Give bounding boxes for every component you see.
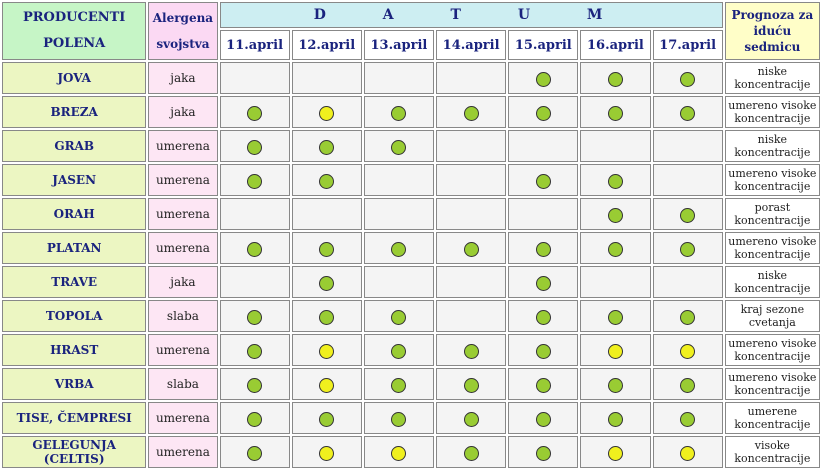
plant-name: TOPOLA xyxy=(2,300,146,332)
date-header-3: 14.april xyxy=(436,30,506,60)
day-cell xyxy=(292,436,362,468)
day-cell xyxy=(653,436,723,468)
forecast-text: kraj sezone cvetanja xyxy=(725,300,820,332)
day-cell xyxy=(292,300,362,332)
day-cell xyxy=(508,266,578,298)
day-cell xyxy=(220,334,290,366)
allergen-level: umerena xyxy=(148,198,217,230)
green-dot-icon xyxy=(319,276,334,291)
header-datum xyxy=(220,2,723,28)
green-dot-icon xyxy=(536,446,551,461)
day-cell xyxy=(220,130,290,162)
green-dot-icon xyxy=(536,378,551,393)
allergen-level: umerena xyxy=(148,334,217,366)
day-cell xyxy=(653,368,723,400)
green-dot-icon xyxy=(391,106,406,121)
date-header-2: 13.april xyxy=(364,30,434,60)
plant-name: VRBA xyxy=(2,368,146,400)
green-dot-icon xyxy=(680,378,695,393)
green-dot-icon xyxy=(680,310,695,325)
day-cell xyxy=(220,368,290,400)
day-cell xyxy=(364,368,434,400)
day-cell xyxy=(653,266,723,298)
day-cell xyxy=(508,436,578,468)
green-dot-icon xyxy=(680,106,695,121)
forecast-text: umereno visoke koncentracije xyxy=(725,232,820,264)
green-dot-icon xyxy=(391,140,406,155)
yellow-dot-icon xyxy=(680,344,695,359)
day-cell xyxy=(364,334,434,366)
day-cell xyxy=(580,96,650,128)
green-dot-icon xyxy=(319,242,334,257)
header-forecast: Prognoza za iduću sedmicu xyxy=(725,2,820,60)
green-dot-icon xyxy=(247,344,262,359)
day-cell xyxy=(653,130,723,162)
forecast-text: niske koncentracije xyxy=(725,130,820,162)
day-cell xyxy=(653,232,723,264)
yellow-dot-icon xyxy=(319,344,334,359)
table-row xyxy=(2,130,820,162)
forecast-text: umereno visoke koncentracije xyxy=(725,164,820,196)
day-cell xyxy=(220,436,290,468)
day-cell xyxy=(436,232,506,264)
day-cell xyxy=(653,198,723,230)
day-cell xyxy=(580,300,650,332)
day-cell xyxy=(364,436,434,468)
green-dot-icon xyxy=(608,174,623,189)
day-cell xyxy=(292,266,362,298)
yellow-dot-icon xyxy=(608,446,623,461)
green-dot-icon xyxy=(680,242,695,257)
day-cell xyxy=(580,266,650,298)
header-producers: PRODUCENTI POLENA xyxy=(2,2,146,60)
green-dot-icon xyxy=(319,310,334,325)
day-cell xyxy=(580,164,650,196)
table-row xyxy=(2,436,820,468)
table-row xyxy=(2,334,820,366)
green-dot-icon xyxy=(536,412,551,427)
day-cell xyxy=(292,334,362,366)
day-cell xyxy=(220,198,290,230)
day-cell xyxy=(436,96,506,128)
forecast-text: niske koncentracije xyxy=(725,62,820,94)
green-dot-icon xyxy=(608,378,623,393)
day-cell xyxy=(436,402,506,434)
allergen-level: jaka xyxy=(148,266,217,298)
green-dot-icon xyxy=(319,140,334,155)
green-dot-icon xyxy=(464,378,479,393)
forecast-text: niske koncentracije xyxy=(725,266,820,298)
day-cell xyxy=(436,266,506,298)
green-dot-icon xyxy=(608,72,623,87)
yellow-dot-icon xyxy=(680,446,695,461)
green-dot-icon xyxy=(536,72,551,87)
day-cell xyxy=(508,96,578,128)
green-dot-icon xyxy=(464,242,479,257)
header-allergen: Alergena svojstva xyxy=(148,2,217,60)
table-row xyxy=(2,232,820,264)
table-body xyxy=(2,62,820,468)
day-cell xyxy=(653,402,723,434)
plant-name: TISE, ČEMPRESI xyxy=(2,402,146,434)
date-header-1: 12.april xyxy=(292,30,362,60)
day-cell xyxy=(580,62,650,94)
green-dot-icon xyxy=(536,310,551,325)
day-cell xyxy=(653,300,723,332)
table-row xyxy=(2,198,820,230)
day-cell xyxy=(436,198,506,230)
day-cell xyxy=(508,198,578,230)
day-cell xyxy=(220,62,290,94)
allergen-level: umerena xyxy=(148,164,217,196)
allergen-level: umerena xyxy=(148,402,217,434)
day-cell xyxy=(580,232,650,264)
green-dot-icon xyxy=(464,344,479,359)
day-cell xyxy=(292,164,362,196)
green-dot-icon xyxy=(464,106,479,121)
forecast-text: umereno visoke koncentracije xyxy=(725,368,820,400)
day-cell xyxy=(364,164,434,196)
date-header-5: 16.april xyxy=(580,30,650,60)
day-cell xyxy=(436,300,506,332)
green-dot-icon xyxy=(391,310,406,325)
yellow-dot-icon xyxy=(391,446,406,461)
green-dot-icon xyxy=(608,412,623,427)
day-cell xyxy=(508,300,578,332)
day-cell xyxy=(508,334,578,366)
green-dot-icon xyxy=(247,174,262,189)
table-row xyxy=(2,164,820,196)
day-cell xyxy=(508,62,578,94)
green-dot-icon xyxy=(464,412,479,427)
green-dot-icon xyxy=(247,140,262,155)
forecast-text: umereno visoke koncentracije xyxy=(725,334,820,366)
day-cell xyxy=(508,130,578,162)
allergen-level: umerena xyxy=(148,130,217,162)
green-dot-icon xyxy=(464,446,479,461)
green-dot-icon xyxy=(536,106,551,121)
day-cell xyxy=(364,232,434,264)
day-cell xyxy=(508,232,578,264)
yellow-dot-icon xyxy=(319,378,334,393)
green-dot-icon xyxy=(608,106,623,121)
green-dot-icon xyxy=(247,446,262,461)
allergen-level: jaka xyxy=(148,96,217,128)
day-cell xyxy=(220,96,290,128)
day-cell xyxy=(653,164,723,196)
day-cell xyxy=(292,130,362,162)
green-dot-icon xyxy=(608,208,623,223)
allergen-level: slaba xyxy=(148,368,217,400)
forecast-text: umereno visoke koncentracije xyxy=(725,96,820,128)
day-cell xyxy=(436,436,506,468)
forecast-text: umerene koncentracije xyxy=(725,402,820,434)
green-dot-icon xyxy=(680,72,695,87)
header-datum-label: D A T U M xyxy=(313,7,629,23)
day-cell xyxy=(364,300,434,332)
day-cell xyxy=(436,334,506,366)
green-dot-icon xyxy=(247,412,262,427)
plant-name: PLATAN xyxy=(2,232,146,264)
table-row xyxy=(2,368,820,400)
day-cell xyxy=(508,402,578,434)
green-dot-icon xyxy=(680,208,695,223)
day-cell xyxy=(436,62,506,94)
day-cell xyxy=(364,266,434,298)
yellow-dot-icon xyxy=(319,106,334,121)
green-dot-icon xyxy=(247,106,262,121)
green-dot-icon xyxy=(391,242,406,257)
green-dot-icon xyxy=(680,412,695,427)
plant-name: HRAST xyxy=(2,334,146,366)
green-dot-icon xyxy=(391,344,406,359)
day-cell xyxy=(364,130,434,162)
day-cell xyxy=(220,164,290,196)
day-cell xyxy=(292,368,362,400)
day-cell xyxy=(292,198,362,230)
day-cell xyxy=(653,334,723,366)
yellow-dot-icon xyxy=(319,446,334,461)
date-header-6: 17.april xyxy=(653,30,723,60)
day-cell xyxy=(436,164,506,196)
day-cell xyxy=(580,198,650,230)
day-cell xyxy=(220,402,290,434)
green-dot-icon xyxy=(536,174,551,189)
green-dot-icon xyxy=(536,276,551,291)
yellow-dot-icon xyxy=(608,344,623,359)
green-dot-icon xyxy=(536,242,551,257)
day-cell xyxy=(220,232,290,264)
plant-name: JOVA xyxy=(2,62,146,94)
day-cell xyxy=(364,62,434,94)
day-cell xyxy=(364,198,434,230)
date-header-4: 15.april xyxy=(508,30,578,60)
day-cell xyxy=(364,402,434,434)
day-cell xyxy=(436,130,506,162)
allergen-level: umerena xyxy=(148,232,217,264)
date-header-0: 11.april xyxy=(220,30,290,60)
day-cell xyxy=(508,368,578,400)
green-dot-icon xyxy=(319,412,334,427)
day-cell xyxy=(292,96,362,128)
green-dot-icon xyxy=(247,378,262,393)
table-row xyxy=(2,62,820,94)
day-cell xyxy=(220,266,290,298)
day-cell xyxy=(220,300,290,332)
day-cell xyxy=(653,62,723,94)
green-dot-icon xyxy=(608,310,623,325)
green-dot-icon xyxy=(319,174,334,189)
day-cell xyxy=(292,402,362,434)
allergen-level: jaka xyxy=(148,62,217,94)
plant-name: JASEN xyxy=(2,164,146,196)
green-dot-icon xyxy=(247,310,262,325)
day-cell xyxy=(436,368,506,400)
day-cell xyxy=(292,232,362,264)
day-cell xyxy=(580,368,650,400)
forecast-text: porast koncentracije xyxy=(725,198,820,230)
day-cell xyxy=(580,130,650,162)
plant-name: GELEGUNJA (CELTIS) xyxy=(2,436,146,468)
plant-name: TRAVE xyxy=(2,266,146,298)
green-dot-icon xyxy=(608,242,623,257)
allergen-level: slaba xyxy=(148,300,217,332)
green-dot-icon xyxy=(391,378,406,393)
green-dot-icon xyxy=(247,242,262,257)
allergen-level: umerena xyxy=(148,436,217,468)
day-cell xyxy=(364,96,434,128)
day-cell xyxy=(292,62,362,94)
day-cell xyxy=(508,164,578,196)
day-cell xyxy=(580,436,650,468)
table-row xyxy=(2,96,820,128)
day-cell xyxy=(580,334,650,366)
plant-name: GRAB xyxy=(2,130,146,162)
table-row xyxy=(2,266,820,298)
table-row xyxy=(2,300,820,332)
plant-name: ORAH xyxy=(2,198,146,230)
forecast-text: visoke koncentracije xyxy=(725,436,820,468)
day-cell xyxy=(653,96,723,128)
plant-name: BREZA xyxy=(2,96,146,128)
green-dot-icon xyxy=(536,344,551,359)
table-row xyxy=(2,402,820,434)
day-cell xyxy=(580,402,650,434)
green-dot-icon xyxy=(391,412,406,427)
